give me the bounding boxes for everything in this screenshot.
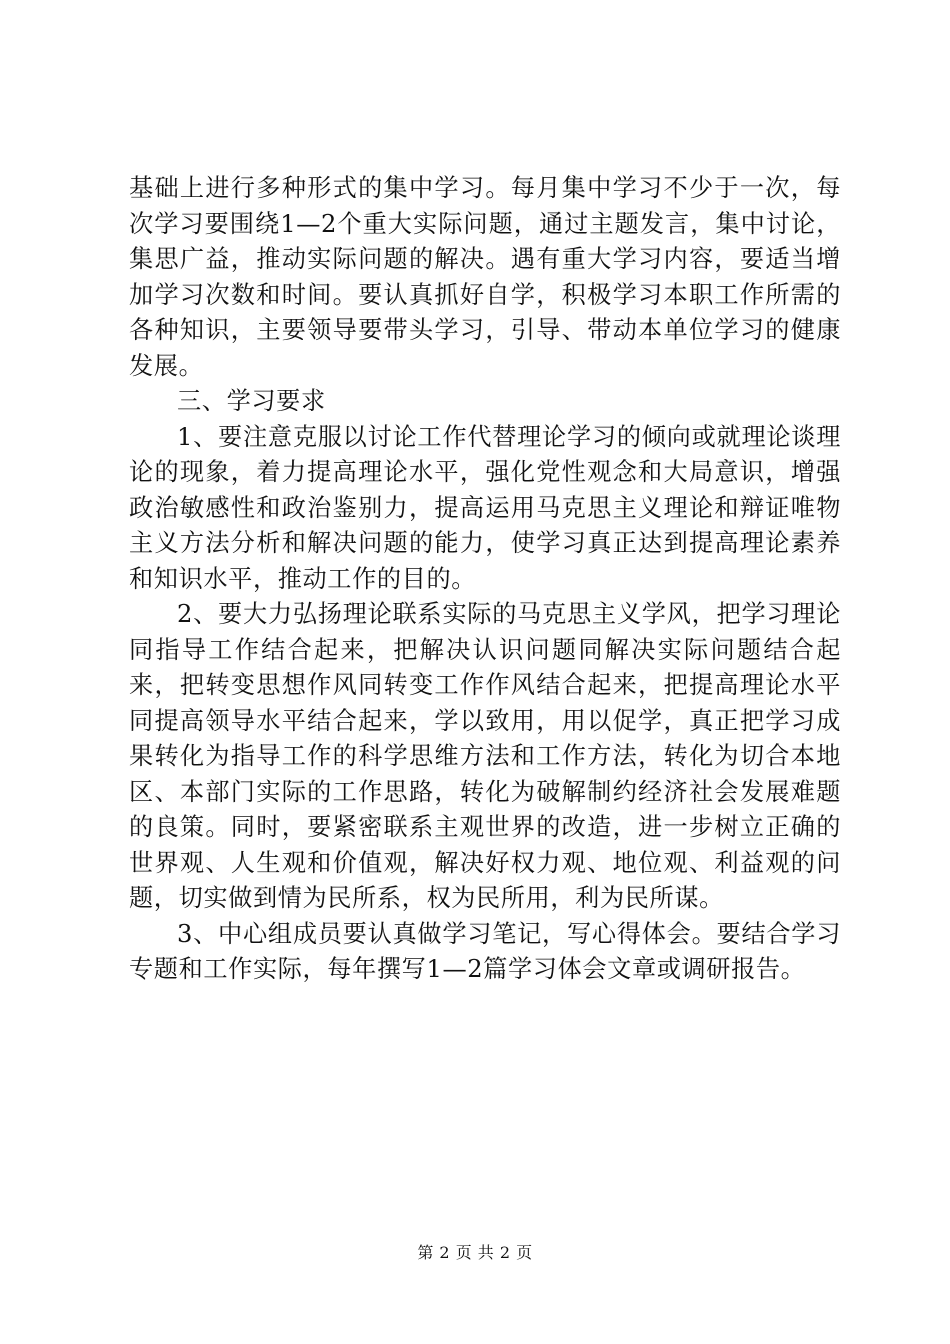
document-body: [129, 171, 841, 988]
section-heading: 三、学习要求: [177, 387, 326, 415]
paragraph-item-2: 2、要大力弘扬理论联系实际的马克思主义学风，把学习理论同指导工作结合起来，把解决认识问题同解决实际问题结合起来，把转变思想作风同转变工作作风结合起来，把提高理论水平同提高领导水平结合起来，学以致用，用以促学，真正把学习成果转化为指导工作的科学思维方法和工作方法，转化为切合本地区、本部门实际的工作思路，转化为破解制约经济社会发展难题的良策。同时，要紧密联系主观世界的改造，进一步树立正确的世界观、人生观和价值观，解决好权力观、地位观、利益观的问题，切实做到情为民所系，权为民所用，利为民所谋。: [129, 600, 841, 912]
paragraph-item-3: 3、中心组成员要认真做学习笔记，写心得体会。要结合学习专题和工作实际，每年撰写1—2篇学习体会文章或调研报告。: [129, 919, 841, 983]
paragraph-continuation: 基础上进行多种形式的集中学习。每月集中学习不少于一次，每次学习要围绕1—2个重大实际问题，通过主题发言，集中讨论，集思广益，推动实际问题的解决。遇有重大学习内容，要适当增加学习次数和时间。要认真抓好自学，积极学习本职工作所需的各种知识，主要领导要带头学习，引导、带动本单位学习的健康发展。: [129, 174, 841, 380]
paragraph-item-1: 1、要注意克服以讨论工作代替理论学习的倾向或就理论谈理论的现象，着力提高理论水平，强化党性观念和大局意识，增强政治敏感性和政治鉴别力，提高运用马克思主义理论和辩证唯物主义方法分析和解决问题的能力，使学习真正达到提高理论素养和知识水平，推动工作的目的。: [129, 422, 841, 593]
page-number-footer: 第 2 页 共 2 页: [417, 1243, 533, 1262]
